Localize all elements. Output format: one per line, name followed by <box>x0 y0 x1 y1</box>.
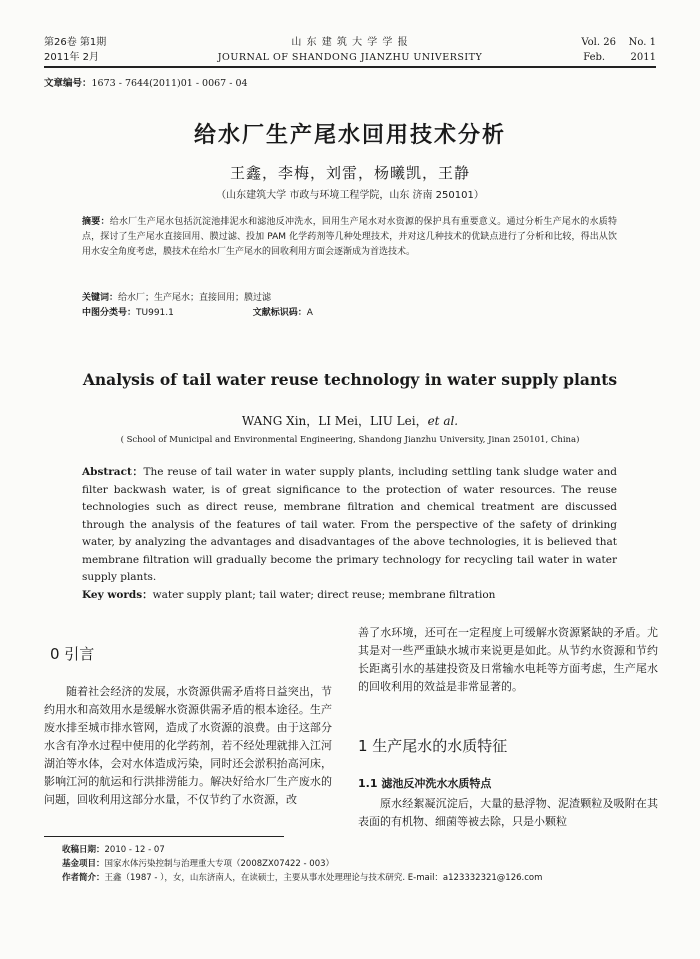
author-bio-value: 王鑫（1987 - ），女，山东济南人，在读硕士，主要从事水处理理论与技术研究. E-mail：a123332321@126.com <box>104 873 543 883</box>
introduction-paragraph: 随着社会经济的发展，水资源供需矛盾将日益突出，节约用水和高效用水是缓解水资源供需矛盾的根本途径。生产废水排至城市排水管网，造成了水资源的浪费。由于这部分水含有净水过程中使用的化学药剂，若不经处理就排入江河湖泊等水体，会对水体造成污染，同时还会淤积抬高河床，影响江河的航运和行洪排涝能力。解决好给水厂生产废水的问题，回收利用这部分水量，不仅节约了水资源，改 <box>44 685 332 806</box>
section-heading-introduction: 0 引言 <box>50 645 95 663</box>
affiliation-cn: （山东建筑大学 市政与环境工程学院，山东 济南 250101） <box>216 190 484 201</box>
abstract-cn-label: 摘要： <box>82 217 110 227</box>
authors-en <box>0 412 700 429</box>
article-number <box>44 75 248 89</box>
section-heading-water-quality: 1 生产尾水的水质特征 <box>358 737 508 755</box>
footnotes <box>62 843 662 885</box>
article-number-value: 1673 - 7644(2011)01 - 0067 - 04 <box>91 78 248 89</box>
subsection-heading-backwash: 1.1 滤池反冲洗水水质特点 <box>358 777 492 790</box>
footnote-rule <box>44 836 284 837</box>
clc-value: TU991.1 <box>136 308 174 318</box>
keywords-cn-text: 给水厂；生产尾水；直接回用；膜过滤 <box>118 293 272 303</box>
affiliation-en: ( School of Municipal and Environmental Engineering, Shandong Jianzhu University, Jinan 250101, China) <box>120 435 580 445</box>
abstract-cn <box>82 215 617 260</box>
page-title-en: Analysis of tail water reuse technology in water supply plants <box>82 370 618 389</box>
journal-name-en: JOURNAL OF SHANDONG JIANZHU UNIVERSITY <box>217 52 483 63</box>
received-value: 2010 - 12 - 07 <box>104 845 165 855</box>
abstract-en-label: Abstract： <box>82 466 144 478</box>
keywords-cn-label: 关键词： <box>82 293 119 303</box>
volume-issue-en: Vol. 26 No. 1 <box>581 37 656 48</box>
fund-value: 国家水体污染控制与治理重大专项（2008ZX07422 - 003） <box>104 859 335 869</box>
footnote-received <box>62 843 662 857</box>
footnote-fund <box>62 857 662 871</box>
journal-name-cn: 山 东 建 筑 大 学 学 报 <box>291 37 409 48</box>
doc-code-value: A <box>306 308 313 318</box>
fund-label: 基金项目： <box>62 859 105 869</box>
footnote-author <box>62 871 662 885</box>
date-cn: 2011年 2月 <box>44 52 99 63</box>
backwash-paragraph: 原水经絮凝沉淀后，大量的悬浮物、泥渣颗粒及吸附在其表面的有机物、细菌等被去除，只是小颗粒 <box>358 797 658 828</box>
header-rule <box>44 66 656 68</box>
authors-en-names: WANG Xin，LI Mei，LIU Lei， <box>241 414 428 428</box>
introduction-paragraph-continued: 善了水环境，还可在一定程度上可缓解水资源紧缺的矛盾。尤其是对一些严重缺水城市来说更是如此。从节约水资源和节约长距离引水的基建投资及日常输水电耗等方面考虑，生产尾水的回收利用的效益是非常显著的。 <box>358 626 658 693</box>
keywords-en <box>82 587 617 605</box>
doc-code-label: 文献标识码： <box>252 308 307 318</box>
abstract-cn-text: 给水厂生产尾水包括沉淀池排泥水和滤池反冲洗水，回用生产尾水对水资源的保护具有重要意义。通过分析生产尾水的水质特点，探讨了生产尾水直接回用、膜过滤、投加 PAM 化学药剂等几种处理技术，并对这几种技术的优缺点进行了分析和比较，得出从饮用水安全角度考虑，膜技术在给水厂生产尾水的回收利用方面会逐渐成为首选技术。 <box>82 217 617 257</box>
classification <box>82 306 617 321</box>
clc-label: 中图分类号： <box>82 308 137 318</box>
keywords-en-label: Key words： <box>82 589 153 601</box>
authors-en-etal: et al. <box>427 414 459 428</box>
keywords-cn <box>82 291 617 306</box>
page-title-cn: 给水厂生产尾水回用技术分析 <box>193 123 506 148</box>
article-number-label: 文章编号： <box>44 78 92 89</box>
date-en: Feb. 2011 <box>583 52 656 63</box>
abstract-en-text: The reuse of tail water in water supply plants, including settling tank sludge water and filter backwash water, is of great significance to the protection of water resources. The reuse technologies such as direct reuse, membrane filtration and chemical treatment are discussed through the analysis of the features of tail water. From the perspective of the safety of drinking water, by analyzing the advantages and disadvantages of the above technologies, it is believed that membrane filtration will gradually become the primary technology for recycling tail water in water supply plants. <box>82 466 617 583</box>
keywords-en-text: water supply plant; tail water; direct reuse; membrane filtration <box>152 589 496 601</box>
volume-issue-cn: 第26卷 第1期 <box>44 37 107 48</box>
received-label: 收稿日期： <box>62 845 105 855</box>
abstract-en <box>82 464 617 587</box>
authors-cn: 王鑫，李梅，刘雷，杨曦凯，王静 <box>229 164 470 182</box>
author-bio-label: 作者简介： <box>62 873 105 883</box>
